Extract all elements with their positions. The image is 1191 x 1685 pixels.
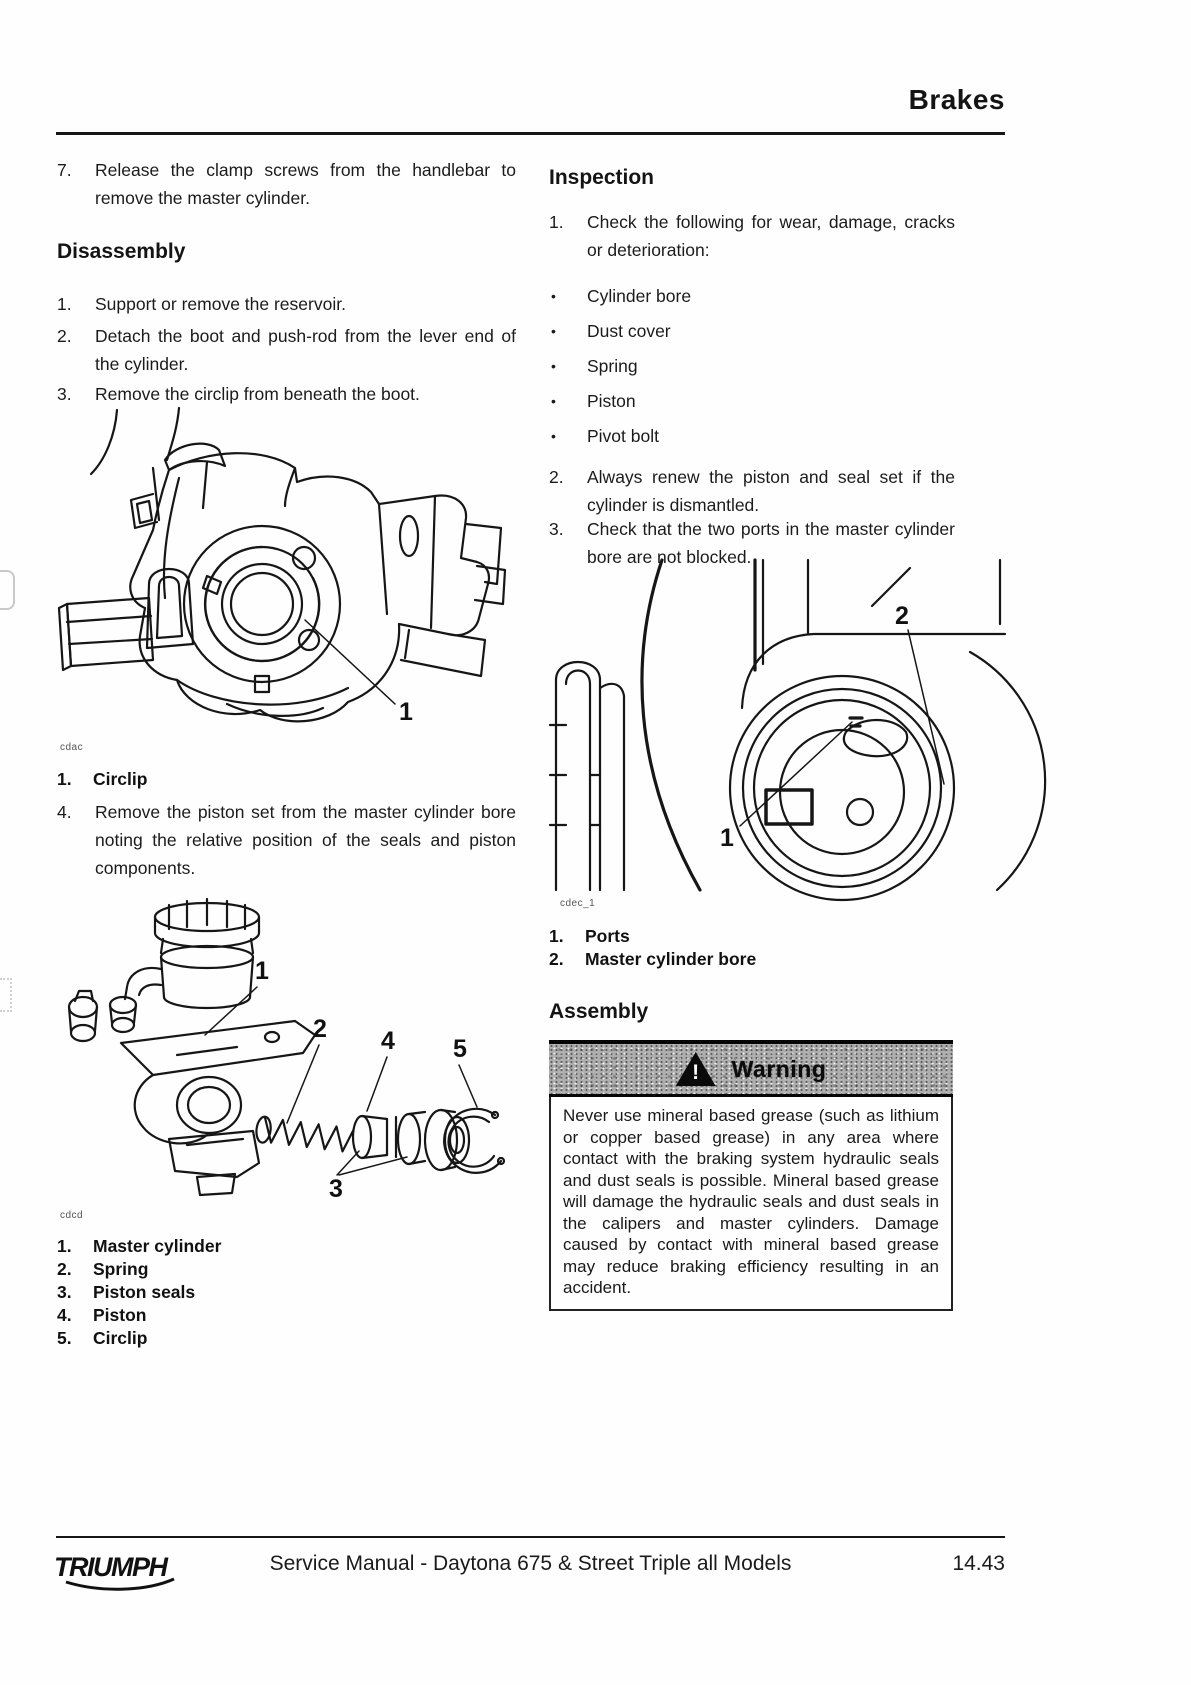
caption-number: 2. — [549, 949, 564, 969]
item-number: 7. — [57, 160, 72, 180]
figure-master-cylinder-exploded — [57, 895, 512, 1207]
caption-label: Piston — [93, 1305, 147, 1325]
figure-caption — [57, 1281, 516, 1304]
bullet-icon — [551, 317, 587, 346]
caption-label: Circlip — [93, 1328, 148, 1348]
item-number: 2. — [549, 467, 564, 487]
caption-label: Master cylinder — [93, 1236, 222, 1256]
callout-1: 1 — [720, 824, 734, 852]
caption-label: Master cylinder bore — [585, 949, 757, 969]
item-number: 3. — [549, 519, 564, 539]
bullet-text: Pivot bolt — [587, 426, 659, 446]
item-text: Check the following for wear, damage, cracks or deterioration: — [587, 212, 955, 260]
section-heading-assembly: Assembly — [549, 1000, 649, 1023]
caption-number: 3. — [57, 1282, 72, 1302]
warning-title: Warning — [731, 1055, 827, 1082]
section-heading-inspection: Inspection — [549, 166, 655, 189]
triumph-logo-text: TRIUMPH — [54, 1552, 167, 1582]
caption-number: 1. — [549, 926, 564, 946]
footer-title: Service Manual - Daytona 675 & Street Triple all Models — [269, 1552, 792, 1575]
figure-code: cdec_1 — [560, 898, 596, 909]
bullet-item — [551, 317, 955, 346]
header-rule — [56, 132, 1005, 135]
warning-header — [549, 1040, 953, 1097]
caption-label: Ports — [585, 926, 630, 946]
bullet-text: Spring — [587, 356, 638, 376]
caption-number: 1. — [57, 769, 72, 789]
bullet-item — [551, 387, 955, 416]
list-item — [57, 380, 516, 408]
figure-caption — [57, 768, 516, 791]
caption-label: Spring — [93, 1259, 149, 1279]
bullet-icon — [551, 352, 587, 381]
bullet-text: Dust cover — [587, 321, 671, 341]
warning-text: Never use mineral based grease (such as lithium or copper based grease) in any area where contact with the braking system hydraulic seals and dust seals is possible. Mineral based grease will damage the hydraulic seals and dust seals in the calipers and master cylinders. Damage caused by contact with mineral based grease may reduce braking efficiency resulting in an accident. — [549, 1097, 953, 1311]
list-item — [549, 208, 955, 264]
callout-1: 1 — [255, 957, 269, 985]
item-number: 4. — [57, 802, 72, 822]
list-item — [57, 322, 516, 378]
caption-number: 1. — [57, 1236, 72, 1256]
item-text: Detach the boot and push-rod from the lever end of the cylinder. — [95, 326, 516, 374]
callout-2: 2 — [313, 1015, 327, 1043]
item-number: 1. — [57, 294, 72, 314]
section-heading-disassembly: Disassembly — [57, 240, 186, 263]
scan-artifact — [0, 978, 12, 1012]
item-text: Always renew the piston and seal set if the cylinder is dismantled. — [587, 467, 955, 515]
bullet-text: Cylinder bore — [587, 286, 692, 306]
figure-master-cylinder-bore — [550, 560, 1005, 890]
item-text: Remove the piston set from the master cylinder bore noting the relative position of the seals and piston components. — [95, 802, 516, 878]
caption-number: 2. — [57, 1259, 72, 1279]
bullet-icon — [551, 282, 587, 311]
callout-3: 3 — [329, 1175, 343, 1203]
item-number: 1. — [549, 212, 564, 232]
item-text: Support or remove the reservoir. — [95, 294, 346, 314]
figure-master-cylinder-circlip — [57, 408, 512, 730]
bullet-icon — [551, 422, 587, 451]
callout-4: 4 — [381, 1027, 395, 1055]
caption-number: 4. — [57, 1305, 72, 1325]
caption-number: 5. — [57, 1328, 72, 1348]
callout-5: 5 — [453, 1035, 467, 1063]
list-item — [57, 290, 516, 318]
list-item — [549, 463, 955, 519]
figure-caption — [57, 1327, 516, 1350]
item-number: 3. — [57, 384, 72, 404]
figure-code: cdcd — [60, 1210, 84, 1221]
bullet-item — [551, 422, 955, 451]
item-text: Remove the circlip from beneath the boot. — [95, 384, 420, 404]
footer-rule — [56, 1536, 1005, 1538]
list-item — [57, 156, 516, 212]
bullet-text: Piston — [587, 391, 636, 411]
figure-caption — [549, 948, 955, 971]
item-text: Check that the two ports in the master cylinder bore are not blocked. — [587, 519, 955, 567]
warning-box — [549, 1040, 953, 1311]
caption-label: Piston seals — [93, 1282, 196, 1302]
caption-label: Circlip — [93, 769, 148, 789]
figure-caption — [57, 1235, 516, 1258]
item-number: 2. — [57, 326, 72, 346]
bullet-icon — [551, 387, 587, 416]
scan-artifact — [0, 570, 15, 610]
figure-caption — [549, 925, 955, 948]
page-title: Brakes — [908, 84, 1005, 115]
bullet-item — [551, 282, 955, 311]
figure-caption — [57, 1304, 516, 1327]
figure-code: cdac — [60, 742, 84, 753]
figure-caption — [57, 1258, 516, 1281]
callout-2: 2 — [895, 602, 909, 630]
list-item — [57, 798, 516, 882]
page-number: 14.43 — [952, 1552, 1005, 1575]
callout-1: 1 — [399, 698, 413, 726]
bullet-item — [551, 352, 955, 381]
item-text: Release the clamp screws from the handlebar to remove the master cylinder. — [95, 160, 516, 208]
warning-triangle-icon — [676, 1052, 716, 1086]
